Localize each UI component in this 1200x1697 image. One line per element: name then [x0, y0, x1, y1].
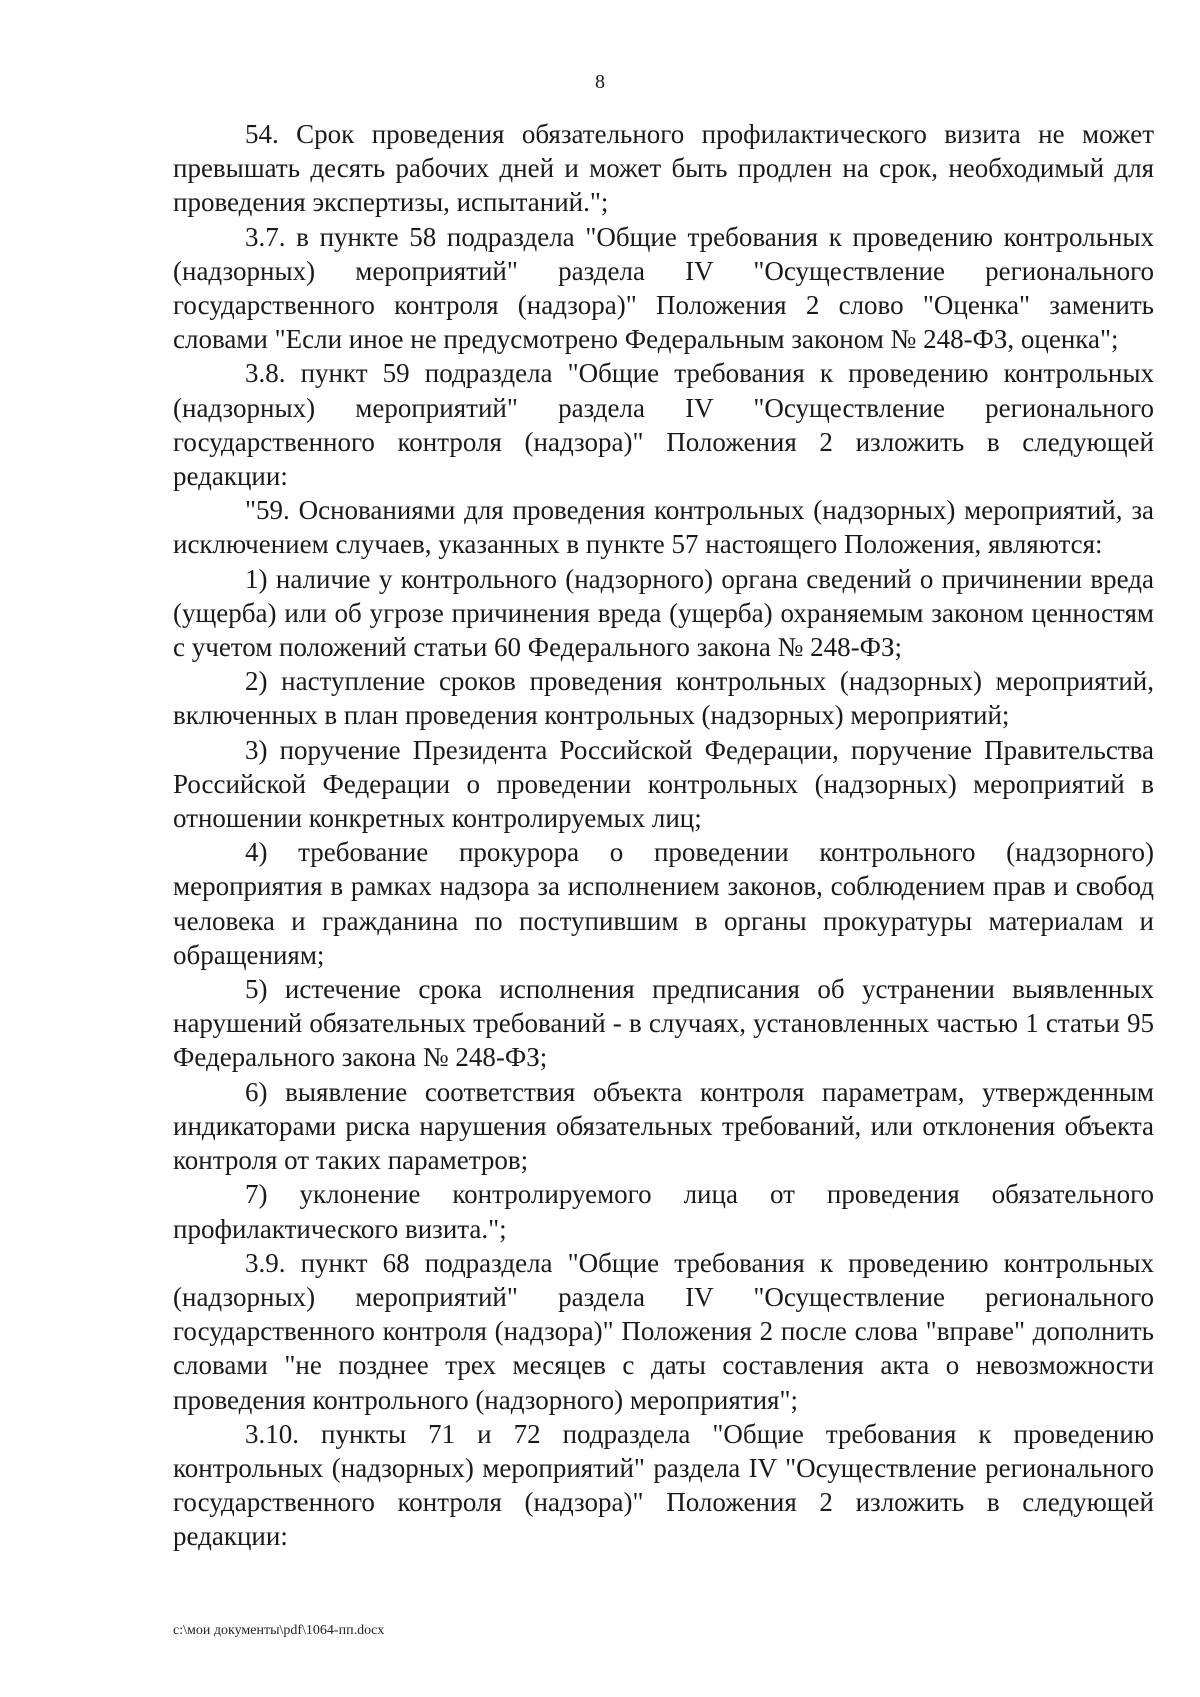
list-item-5: 5) истечение срока исполнения предписания об устранении выявленных нарушений обязательных требований - в случаях, установленных частью 1 статьи 95 Федерального закона № 248-ФЗ;	[173, 974, 1154, 1073]
page-number: 8	[595, 71, 605, 93]
list-item-4: 4) требование прокурора о проведении контрольного (надзорного) мероприятия в рамках надзора за исполнением законов, соблюдением прав и свобод человека и гражданина по поступившим в органы прокуратуры материалам и обращениям;	[173, 837, 1154, 970]
list-item-7: 7) уклонение контролируемого лица от проведения обязательного профилактического визита.";	[173, 1179, 1154, 1244]
list-item-3: 3) поручение Президента Российской Федерации, поручение Правительства Российской Федерации о проведении контрольных (надзорных) мероприятий в отношении конкретных контролируемых лиц;	[173, 734, 1154, 834]
paragraph-3-9: 3.9. пункт 68 подраздела "Общие требования к проведению контрольных (надзорных) мероприятий" раздела IV "Осуществление регионального государственного контроля (надзора)" Положения 2 после слова "вправе" дополнить словами "не позднее трех месяцев с даты составления акта о невозможности проведения контрольного (надзорного) мероприятия";	[173, 1247, 1154, 1415]
paragraph-3-8: 3.8. пункт 59 подраздела "Общие требования к проведению контрольных (надзорных) мероприятий" раздела IV "Осуществление регионального государственного контроля (надзора)" Положения 2 изложить в следующей редакции:	[173, 358, 1154, 492]
list-item-2: 2) наступление сроков проведения контрольных (надзорных) мероприятий, включенных в план проведения контрольных (надзорных) мероприятий;	[173, 666, 1154, 731]
file-path-footer: c:\мои документы\pdf\1064-пп.docx	[173, 1623, 385, 1638]
document-body	[173, 117, 1154, 1554]
list-item-1: 1) наличие у контрольного (надзорного) органа сведений о причинении вреда (ущерба) или об угрозе причинения вреда (ущерба) охраняемым законом ценностям с учетом положений статьи 60 Федерального закона № 248-ФЗ;	[173, 563, 1154, 663]
paragraph-59-intro: "59. Основаниями для проведения контрольных (надзорных) мероприятий, за исключением случаев, указанных в пункте 57 настоящего Положения, являются:	[173, 495, 1154, 560]
paragraph-3-10: 3.10. пункты 71 и 72 подраздела "Общие требования к проведению контрольных (надзорных) мероприятий" раздела IV "Осуществление регионального государственного контроля (надзора)" Положения 2 изложить в следующей редакции:	[173, 1418, 1154, 1552]
paragraph-3-7: 3.7. в пункте 58 подраздела "Общие требования к проведению контрольных (надзорных) мероприятий" раздела IV "Осуществление регионального государственного контроля (надзора)" Положения 2 слово "Оценка" заменить словами "Если иное не предусмотрено Федеральным законом № 248-ФЗ, оценка";	[173, 221, 1154, 355]
paragraph-54: 54. Срок проведения обязательного профилактического визита не может превышать десять рабочих дней и может быть продлен на срок, необходимый для проведения экспертизы, испытаний.";	[173, 119, 1154, 218]
list-item-6: 6) выявление соответствия объекта контроля параметрам, утвержденным индикаторами риска нарушения обязательных требований, или отклонения объекта контроля от таких параметров;	[173, 1076, 1154, 1176]
